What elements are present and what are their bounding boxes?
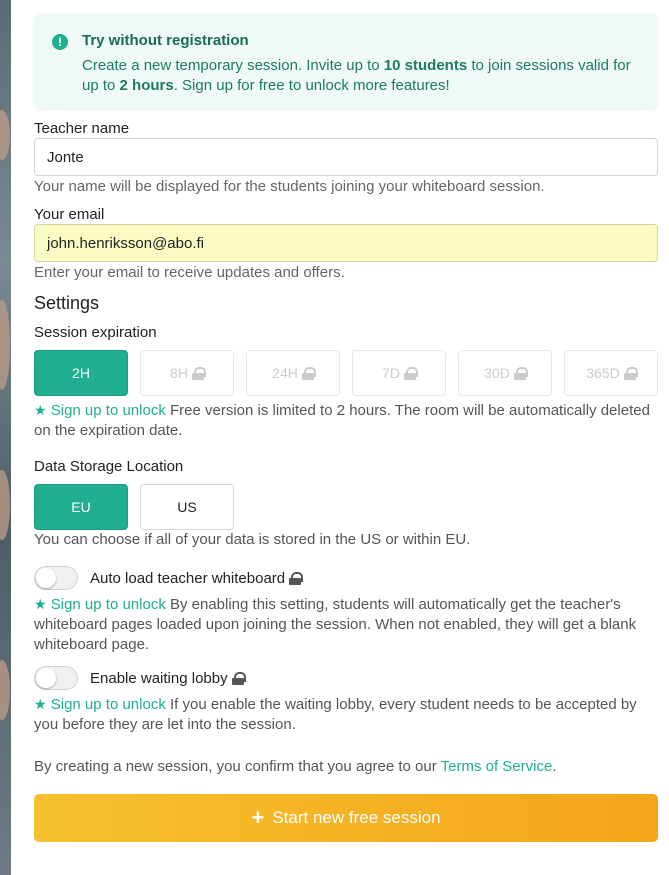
- teacher-name-help: Your name will be displayed for the students joining your whiteboard session.: [34, 178, 545, 195]
- terms-of-service-link[interactable]: Terms of Service: [440, 758, 553, 775]
- teacher-name-input[interactable]: [34, 138, 658, 176]
- alert-body: [82, 56, 642, 96]
- alert-time-limit: 2 hours: [119, 77, 174, 94]
- background-strip: [0, 0, 11, 875]
- lobby-label-wrap: [90, 670, 244, 687]
- option-label: 30D: [484, 365, 510, 381]
- alert-text: to join sessions valid for up to: [82, 57, 631, 94]
- autoload-note: [34, 594, 658, 655]
- background-decoration: [0, 300, 10, 390]
- option-label: 365D: [586, 365, 620, 381]
- option-label: 24H: [272, 365, 298, 381]
- lobby-row: [34, 666, 244, 690]
- info-alert: [34, 14, 658, 110]
- expiration-option-30d[interactable]: [458, 350, 552, 396]
- option-label: EU: [71, 499, 91, 515]
- settings-heading: Settings: [34, 293, 100, 313]
- terms-text: By creating a new session, you confirm that you agree to our: [34, 758, 441, 775]
- autoload-label-wrap: [90, 570, 301, 587]
- expiration-options: [34, 350, 658, 396]
- storage-help: You can choose if all of your data is stored in the US or within EU.: [34, 531, 471, 548]
- lock-icon: [232, 672, 244, 685]
- option-label: 8H: [170, 365, 188, 381]
- start-button-label: Start new free session: [272, 808, 441, 827]
- lock-icon: [192, 367, 204, 380]
- session-expiration-label: Session expiration: [34, 324, 157, 341]
- lock-icon: [404, 367, 416, 380]
- autoload-row: [34, 566, 301, 590]
- star-icon: ★: [34, 696, 47, 712]
- start-new-free-session-button[interactable]: [34, 794, 658, 842]
- sign-up-to-unlock-link[interactable]: Sign up to unlock: [50, 402, 166, 419]
- autoload-label: Auto load teacher whiteboard: [90, 569, 286, 587]
- waiting-lobby-toggle[interactable]: [34, 666, 78, 690]
- email-label: Your email: [34, 206, 105, 223]
- terms-notice: [34, 758, 557, 775]
- option-label: 2H: [72, 365, 90, 381]
- alert-text: . Sign up for free to unlock more features!: [173, 77, 450, 94]
- expiration-option-7d[interactable]: [352, 350, 446, 396]
- lobby-note: [34, 694, 658, 735]
- sign-up-to-unlock-link[interactable]: Sign up to unlock: [50, 596, 166, 613]
- expiration-option-2h[interactable]: [34, 350, 128, 396]
- waiting-lobby-label: Enable waiting lobby: [90, 669, 228, 687]
- storage-options: [34, 484, 234, 530]
- terms-end: .: [552, 758, 557, 775]
- alert-title: Try without registration: [82, 32, 249, 49]
- background-decoration: [0, 470, 10, 540]
- teacher-name-label: Teacher name: [34, 120, 130, 137]
- alert-student-limit: 10 students: [383, 57, 468, 74]
- autoload-note-text: By enabling this setting, students will automatically get the teacher's whiteboard pages loaded upon joining the session. When not enabled, they will get a blank whiteboard page.: [34, 596, 637, 653]
- lock-icon: [514, 367, 526, 380]
- storage-option-eu[interactable]: [34, 484, 128, 530]
- star-icon: ★: [34, 402, 47, 418]
- expiration-option-365d[interactable]: [564, 350, 658, 396]
- autoload-toggle[interactable]: [34, 566, 78, 590]
- option-label: 7D: [382, 365, 400, 381]
- data-storage-label: Data Storage Location: [34, 458, 184, 475]
- storage-option-us[interactable]: [140, 484, 234, 530]
- star-icon: ★: [34, 596, 47, 612]
- lock-icon: [289, 572, 301, 585]
- lock-icon: [302, 367, 314, 380]
- background-decoration: [0, 110, 10, 160]
- email-input[interactable]: [34, 224, 658, 262]
- background-decoration: [0, 660, 10, 720]
- alert-text: Create a new temporary session. Invite up to: [82, 57, 384, 74]
- exclamation-icon: !: [52, 34, 68, 50]
- lock-icon: [624, 367, 636, 380]
- plus-icon: +: [251, 805, 265, 830]
- lobby-note-text: If you enable the waiting lobby, every student needs to be accepted by you before they are let into the session.: [34, 696, 637, 733]
- sign-up-to-unlock-link[interactable]: Sign up to unlock: [50, 696, 166, 713]
- expiration-option-8h[interactable]: [140, 350, 234, 396]
- expiration-note-text: Free version is limited to 2 hours. The room will be automatically deleted on the expiration date.: [34, 402, 650, 439]
- expiration-note: [34, 400, 658, 441]
- email-help: Enter your email to receive updates and offers.: [34, 264, 345, 281]
- expiration-option-24h[interactable]: [246, 350, 340, 396]
- option-label: US: [177, 499, 197, 515]
